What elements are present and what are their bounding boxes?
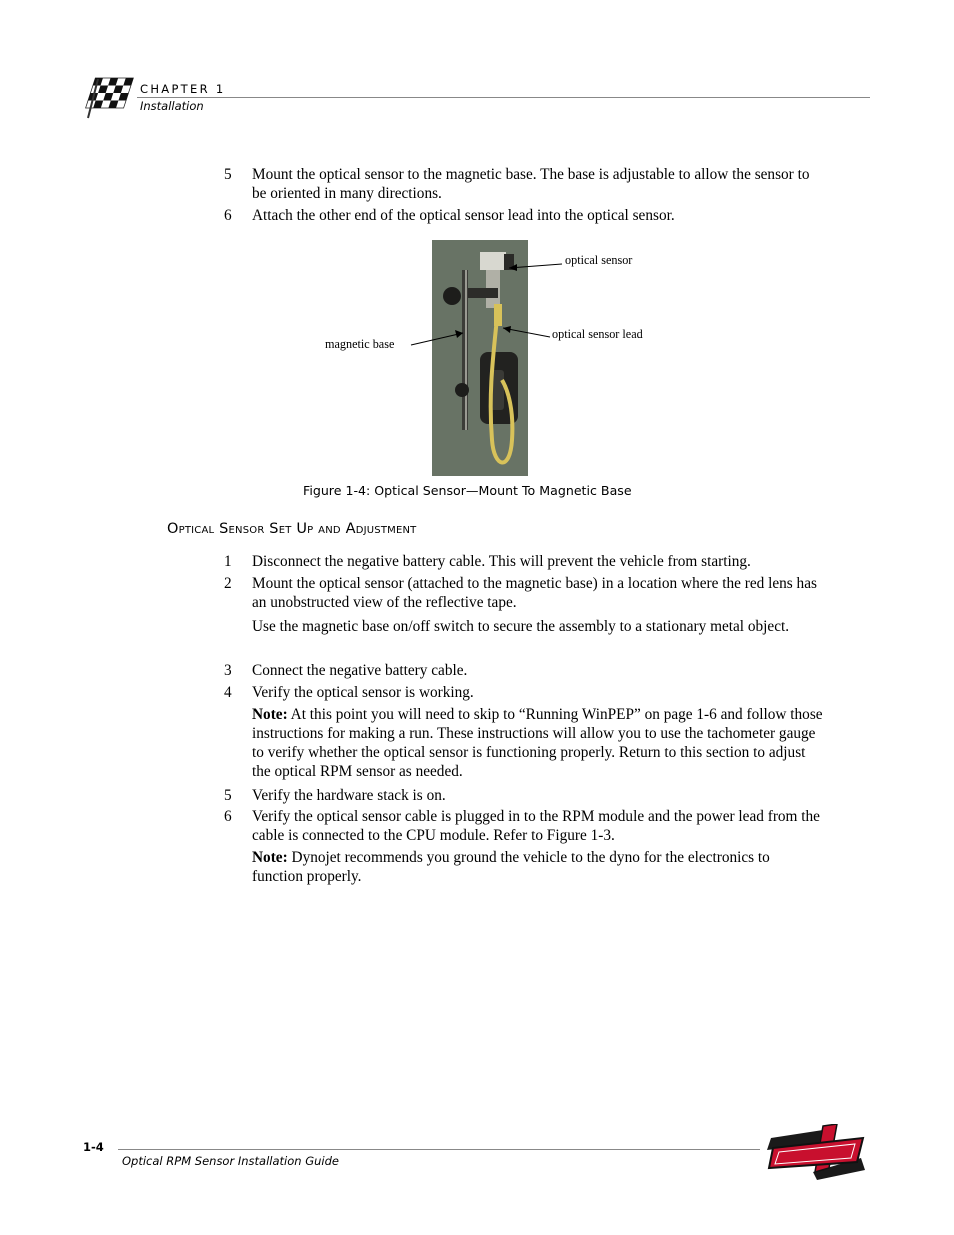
list-item	[224, 206, 824, 225]
list-item	[224, 165, 824, 203]
step-text: Disconnect the negative battery cable. This will prevent the vehicle from starting.	[252, 553, 751, 570]
section-label: Installation	[140, 99, 204, 113]
footer-title: Optical RPM Sensor Installation Guide	[122, 1154, 339, 1168]
step-number: 3	[224, 662, 232, 679]
step-text: Verify the optical sensor is working.	[252, 684, 474, 701]
step-text: Attach the other end of the optical sensor lead into the optical sensor.	[252, 207, 675, 224]
list-item	[224, 807, 824, 845]
list-item	[224, 683, 824, 702]
checkered-flag-icon	[82, 76, 134, 120]
step-number: 1	[224, 553, 232, 570]
list-item	[224, 574, 824, 612]
footer-rule	[118, 1149, 760, 1150]
step-text: Connect the negative battery cable.	[252, 662, 468, 679]
step-number: 4	[224, 684, 232, 701]
step-paragraph: Use the magnetic base on/off switch to secure the assembly to a stationary metal object.	[252, 618, 790, 635]
step-number: 2	[224, 575, 232, 592]
list-item	[224, 661, 824, 680]
step-text: Verify the hardware stack is on.	[252, 787, 446, 804]
chapter-label: CHAPTER 1	[140, 82, 226, 96]
list-item	[224, 552, 824, 571]
note-paragraph	[252, 705, 824, 781]
callout-optical-sensor-lead: optical sensor lead	[552, 327, 643, 341]
page-number: 1-4	[83, 1140, 104, 1154]
note-label: Note:	[252, 849, 288, 866]
sensor-photo	[432, 240, 528, 476]
step-number: 5	[224, 787, 232, 804]
note-label: Note:	[252, 706, 288, 723]
step-number: 5	[224, 166, 232, 183]
step-text: Mount the optical sensor to the magnetic base. The base is adjustable to allow the sensor to be oriented in many directions.	[252, 166, 810, 202]
section-heading: Optical Sensor Set Up and Adjustment	[167, 521, 417, 537]
step-text: Mount the optical sensor (attached to the magnetic base) in a location where the red lens has an unobstructed view of the reflective tape.	[252, 575, 817, 611]
header-rule	[137, 97, 870, 98]
list-item	[224, 786, 824, 805]
note-text: Dynojet recommends you ground the vehicle to the dyno for the electronics to function properly.	[252, 849, 770, 885]
note-text: At this point you will need to skip to “Running WinPEP” on page 1-6 and follow those instructions for making a run. These instructions will allow you to use the tachometer gauge to verify whether the optical sensor is functioning properly. Return to this section to adjust the optical RPM sensor as needed.	[252, 706, 823, 780]
step-number: 6	[224, 207, 232, 224]
dynojet-logo-icon	[765, 1124, 869, 1180]
callout-optical-sensor: optical sensor	[565, 253, 633, 267]
step-text: Verify the optical sensor cable is plugged in to the RPM module and the power lead from the cable is connected to the CPU module. Refer to Figure 1-3.	[252, 808, 820, 844]
step-number: 6	[224, 808, 232, 825]
callout-magnetic-base: magnetic base	[325, 337, 395, 351]
note-paragraph	[252, 848, 824, 886]
figure-caption: Figure 1-4: Optical Sensor—Mount To Magnetic Base	[303, 483, 632, 498]
